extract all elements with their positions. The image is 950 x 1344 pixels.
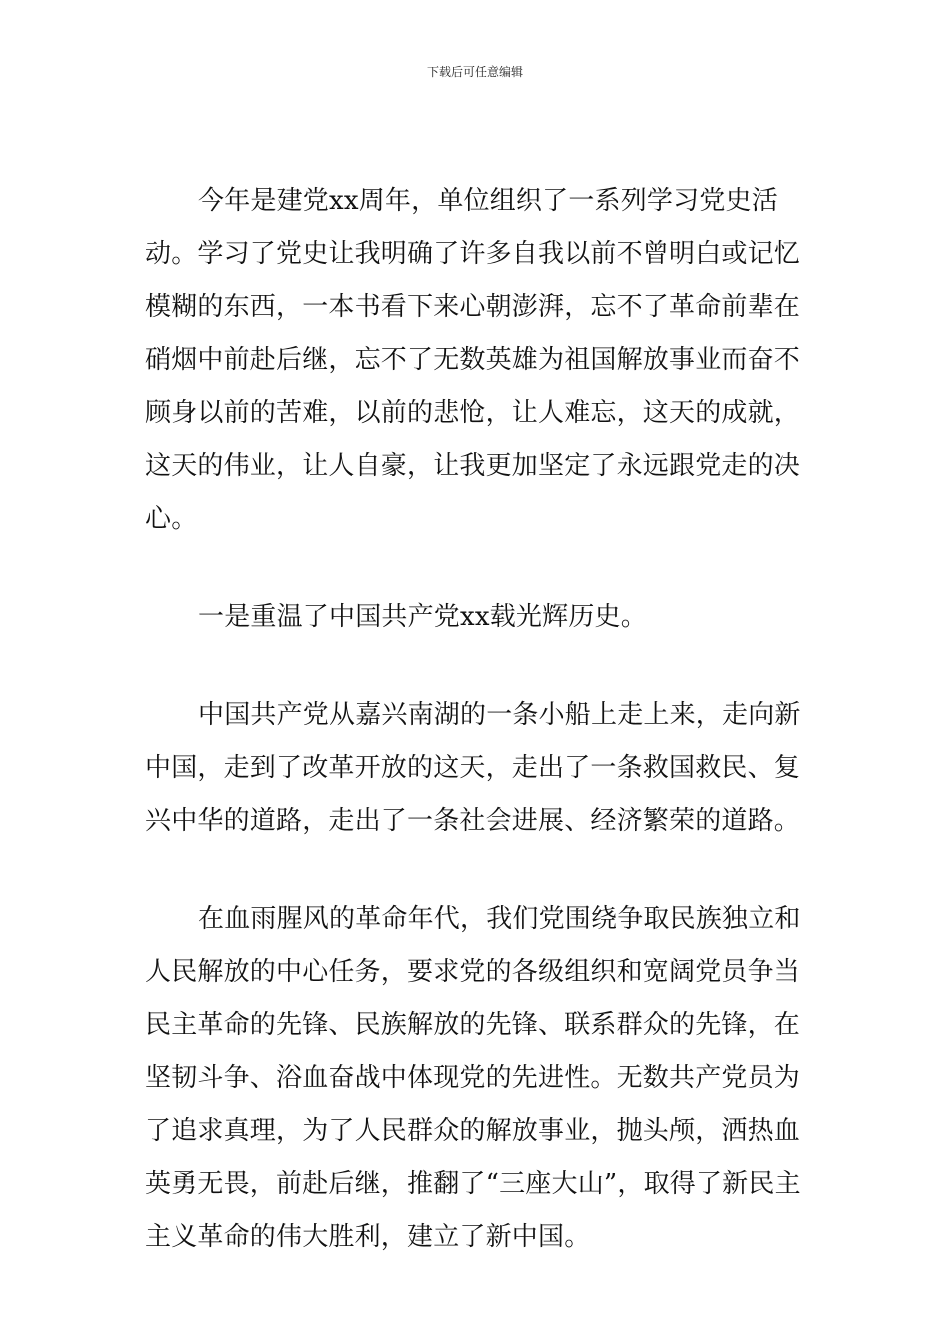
paragraph-2: 一是重温了中国共产党xx载光辉历史。 — [198, 602, 647, 632]
paragraph-gap — [145, 644, 813, 689]
paragraph-1: 今年是建党xx周年，单位组织了一系列学习党史活动。学习了党史让我明确了许多自我以前不曾明白或记忆模糊的东西，一本书看下来心朝澎湃，忘不了革命前辈在硝烟中前赴后继，忘不了无数英雄为祖国解放事业而奋不顾身以前的苦难，以前的悲怆，让人难忘，这天的成就，这天的伟业，让人自豪，让我更加坚定了永远跟党走的决心。 — [145, 186, 801, 534]
paragraph-4: 在血雨腥风的革命年代，我们党围绕争取民族独立和人民解放的中心任务，要求党的各级组织和宽阔党员争当民主革命的先锋、民族解放的先锋、联系群众的先锋，在坚韧斗争、浴血奋战中体现党的先进性。无数共产党员为了追求真理，为了人民群众的解放事业，抛头颅，洒热血英勇无畏，前赴后继，推翻了“三座大山”，取得了新民主主义革命的伟大胜利，建立了新中国。 — [145, 904, 801, 1252]
paragraph-gap — [145, 848, 813, 893]
document-body — [145, 175, 813, 1264]
header-note: 下载后可任意编辑 — [426, 65, 523, 79]
paragraph-gap — [145, 546, 813, 591]
page-header — [0, 64, 950, 80]
paragraph-3: 中国共产党从嘉兴南湖的一条小船上走上来，走向新中国，走到了改革开放的这天，走出了一条救国救民、复兴中华的道路，走出了一条社会进展、经济繁荣的道路。 — [145, 700, 801, 836]
